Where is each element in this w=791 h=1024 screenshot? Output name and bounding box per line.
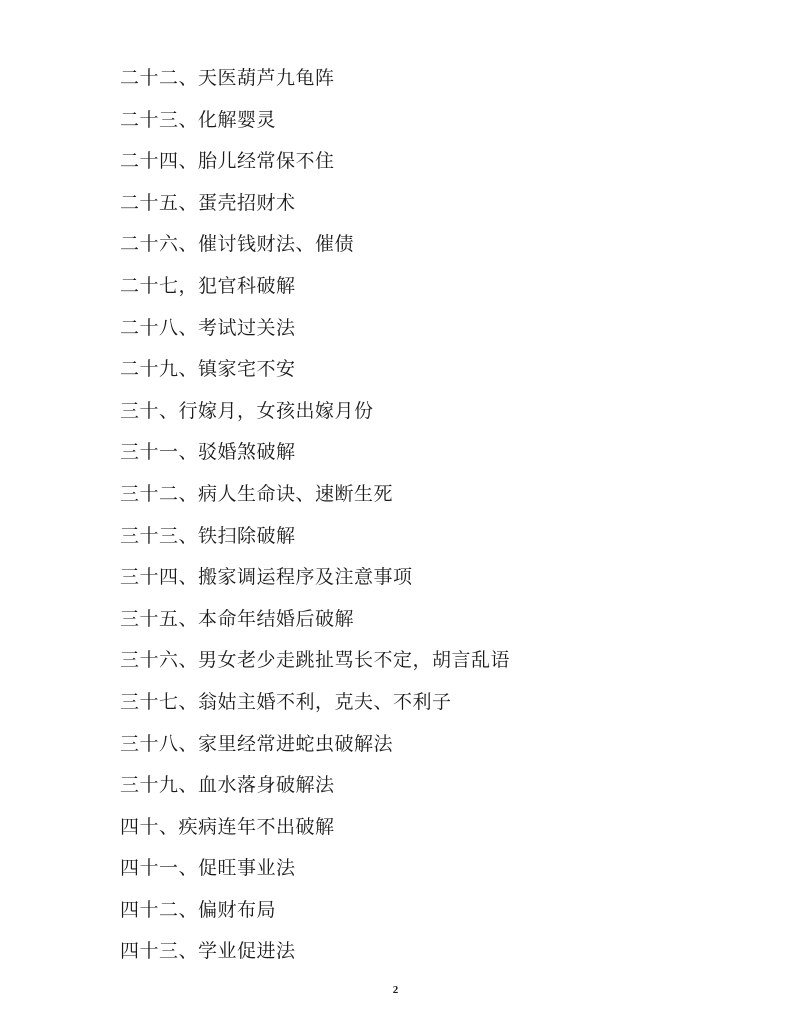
toc-item-24: 二十四、胎儿经常保不住 — [120, 150, 335, 173]
toc-item-30: 三十、行嫁月，女孩出嫁月份 — [120, 399, 374, 422]
toc-item-40: 四十、疾病连年不出破解 — [120, 815, 335, 838]
toc-item-37: 三十七、翁姑主婚不利，克夫、不利子 — [120, 690, 452, 713]
toc-item-35: 三十五、本命年结婚后破解 — [120, 607, 355, 630]
toc-item-43: 四十三、学业促进法 — [120, 940, 296, 963]
toc-item-38: 三十八、家里经常进蛇虫破解法 — [120, 732, 394, 755]
toc-item-28: 二十八、考试过关法 — [120, 316, 296, 339]
toc-item-42: 四十二、偏财布局 — [120, 898, 277, 921]
toc-item-41: 四十一、促旺事业法 — [120, 857, 296, 880]
toc-item-27: 二十七，犯官科破解 — [120, 274, 296, 297]
toc-item-32: 三十二、病人生命诀、速断生死 — [120, 482, 394, 505]
toc-item-33: 三十三、铁扫除破解 — [120, 524, 296, 547]
toc-item-29: 二十九、镇家宅不安 — [120, 358, 296, 381]
toc-item-23: 二十三、化解婴灵 — [120, 108, 277, 131]
page-number: 2 — [392, 984, 399, 996]
toc-item-31: 三十一、驳婚煞破解 — [120, 441, 296, 464]
toc-item-36: 三十六、男女老少走跳扯骂长不定，胡言乱语 — [120, 649, 511, 672]
toc-item-25: 二十五、蛋壳招财术 — [120, 191, 296, 214]
table-of-contents — [120, 58, 740, 973]
toc-item-26: 二十六、催讨钱财法、催债 — [120, 233, 355, 256]
toc-item-34: 三十四、搬家调运程序及注意事项 — [120, 566, 413, 589]
toc-item-39: 三十九、血水落身破解法 — [120, 774, 335, 797]
toc-item-22: 二十二、天医葫芦九龟阵 — [120, 67, 335, 89]
